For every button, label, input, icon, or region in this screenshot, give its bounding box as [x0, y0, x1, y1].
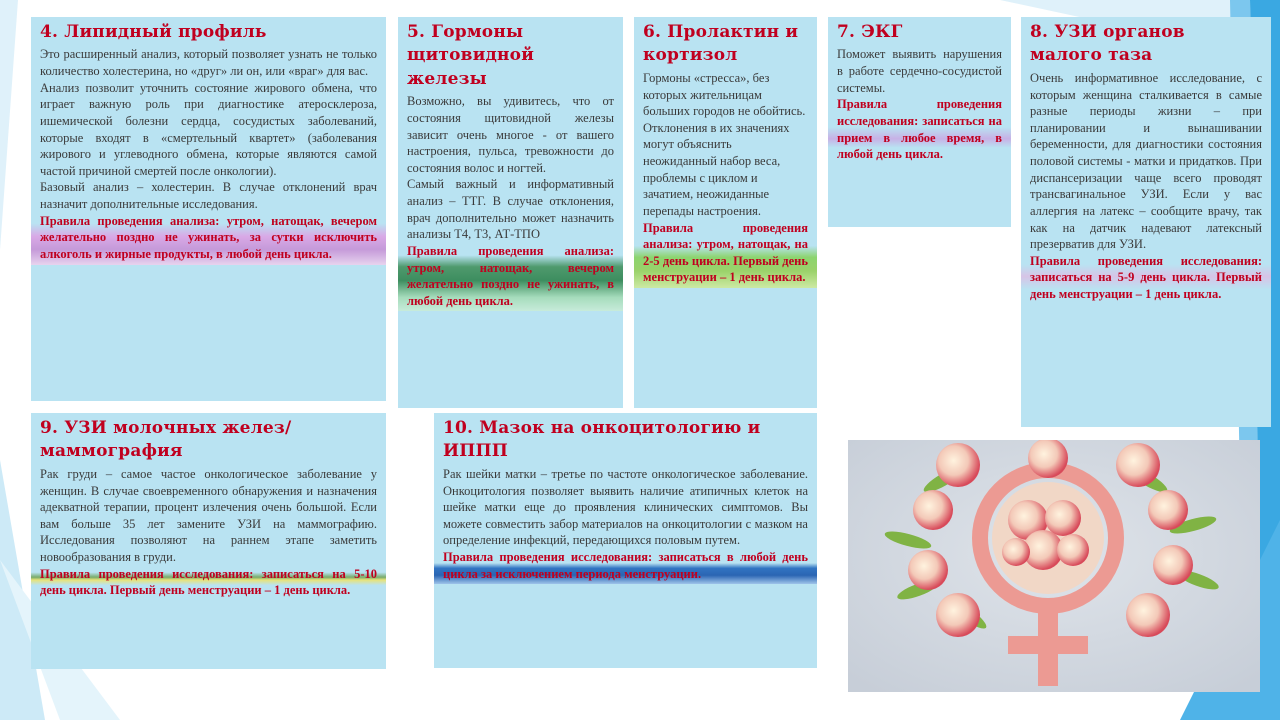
card-title: 7. ЭКГ — [837, 22, 903, 42]
card-paragraph: Очень информативное исследование, с которым женщина сталкивается в самые разные периоды жизни – при планировании и вынашивании беременности, для диагностики состояния половой системы - матки и придатков. При диспансеризации чаще всего проводят трансвагинальное УЗИ. Если у вас аллергия на латекс – сообщите врачу, так как на датчик надевают латексный презерватив для УЗИ. — [1030, 70, 1262, 252]
card-title: 10. Мазок на онкоцитологию и ИППП — [443, 418, 761, 462]
card-paragraph: Гормоны «стресса», без которых жительницам больших городов не обойтись. Отклонения в их значениях могут объяснить неожиданный набор веса, проблемы с циклом и зачатием, неожиданные перепады настроения. — [643, 70, 806, 218]
female-symbol-roses-image — [848, 440, 1260, 692]
card-rules: Правила проведения анализа: утром, натощак, на 2-5 день цикла. Первый день менструации – 1 день цикла. — [634, 220, 817, 289]
card-title: 5. Гормоны щитовидной железы — [407, 22, 535, 89]
card-rules: Правила проведения исследования: записаться на прием в любое время, в любой день цикла. — [828, 96, 1011, 165]
card-paragraph: Поможет выявить нарушения в работе сердечно-сосудистой системы. — [837, 47, 1002, 95]
card-title: 9. УЗИ молочных желез/маммография — [40, 418, 292, 462]
card-rules: Правила проведения анализа: утром, натощак, вечером желательно поздно не ужинать, за сутки исключить алкоголь и жирные продукты, в любой день цикла. — [31, 213, 386, 265]
card-lipid-profile — [31, 17, 386, 401]
card-paragraph: Рак груди – самое частое онкологическое заболевание у женщин. В случае своевременного обнаружения и назначения адекватной терапии, процент излечения очень большой. Если вам больше 35 лет замените УЗИ на маммографию. Исследования позволяют на раннем этапе заметить новообразования в груди. — [40, 466, 377, 565]
card-breast-ultrasound — [31, 413, 386, 669]
card-oncocytology-smear — [434, 413, 817, 668]
card-ecg — [828, 17, 1011, 227]
card-paragraph: Рак шейки матки – третье по частоте онкологическое заболевание. Онкоцитология позволяет выявить наличие атипичных клеток на шейке матки еще до проявления клинических симптомов. Вы можете совместить забор материалов на онкоцитологии с мазком на определение инфекций, передающихся половым путем. — [443, 466, 808, 548]
card-paragraph: Анализ позволит уточнить состояние жирового обмена, что играет важную роль при диагностике атеросклероза, ишемической болезни сердца, сосудистых заболеваний, которые входят в «смертельный квартет» (заболевания жирового и углеводного обмена, которые являются самой частой причиной смертей после онкологии). — [40, 80, 377, 178]
card-title: 6. Пролактин и кортизол — [643, 22, 799, 66]
card-rules: Правила проведения исследования: записаться в любой день цикла за исключением периода менструации. — [434, 549, 817, 584]
card-rules: Правила проведения исследования: записаться на 5-10 день цикла. Первый день менструации – 1 день цикла. — [31, 566, 386, 601]
card-paragraph: Базовый анализ – холестерин. В случае отклонений врач назначит дополнительные исследования. — [40, 180, 377, 212]
card-paragraph: Самый важный и информативный анализ – ТТГ. В случае отклонения, врач дополнительно может назначить анализы Т4, Т3, АТ-ТПО — [407, 177, 614, 242]
card-title: 8. УЗИ органов малого таза — [1030, 22, 1185, 66]
card-paragraph: Это расширенный анализ, который позволяет узнать не только количество холестерина, но «друг» ли он, или «враг» для вас. — [40, 47, 377, 79]
card-rules: Правила проведения исследования: записаться на 5-9 день цикла. Первый день менструации – 1 день цикла. — [1021, 253, 1271, 305]
card-prolactin-cortisol — [634, 17, 817, 408]
card-paragraph: Возможно, вы удивитесь, что от состояния щитовидной железы зависит очень многое - от вашего настроения, пульса, тревожности до состояния волос и ногтей. — [407, 94, 614, 175]
card-pelvic-ultrasound — [1021, 17, 1271, 427]
card-title: 4. Липидный профиль — [40, 22, 267, 42]
card-rules: Правила проведения анализа: утром, натощак, вечером желательно поздно не ужинать, в любой день цикла. — [398, 243, 623, 312]
card-thyroid-hormones — [398, 17, 623, 408]
